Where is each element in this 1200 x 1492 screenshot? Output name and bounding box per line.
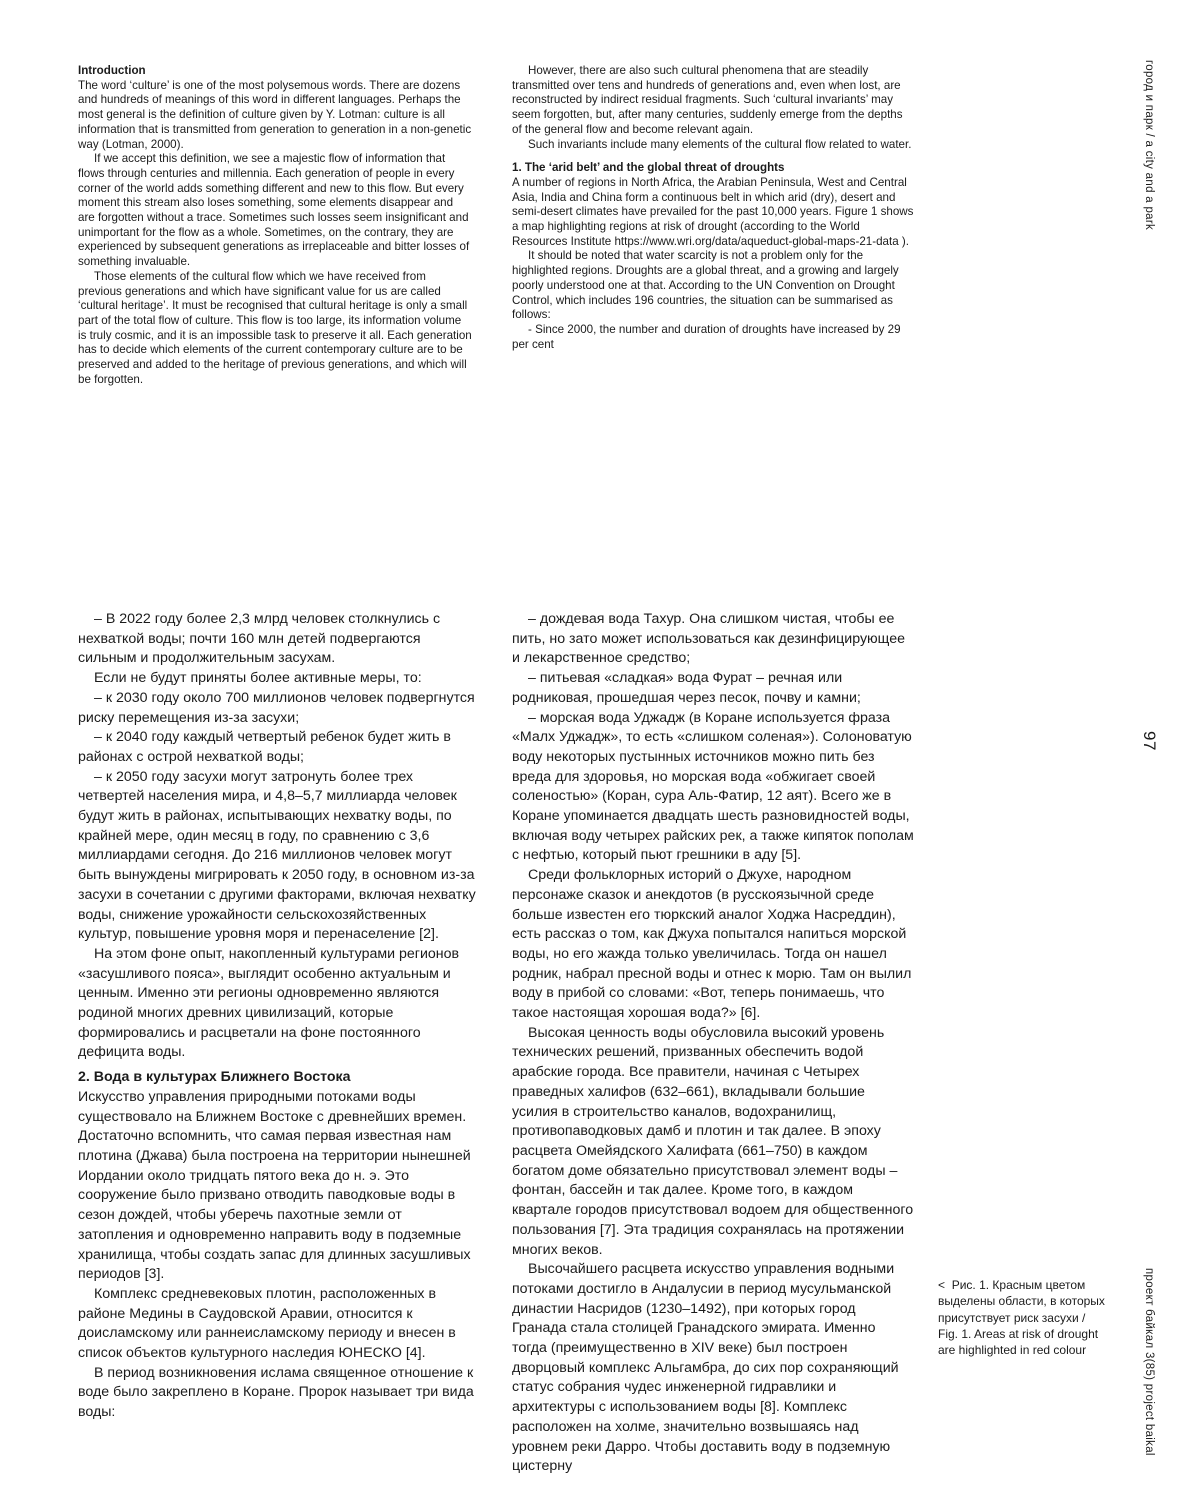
paragraph: The word ‘culture’ is one of the most polysemous words. There are dozens and hundreds of meanings of this word in different languages. Perhaps the most general is the definition of culture given by Y. Lotman: culture is all information that is transmitted from generation to generation in a non-genetic way (Lotman, 2000). [78,78,472,151]
paragraph: – к 2040 году каждый четвертый ребенок будет жить в районах с острой нехваткой воды; [78,729,451,765]
paragraph: Среди фольклорных историй о Джухе, народном персонаже сказок и анекдотов (в русскоязычной среде больше известен его тюркский аналог Ходжа Насреддин), есть рассказ о том, как Джуха попытался напиться морской воды, но его жажда только увеличилась. Тогда он нашел родник, набрал пресной воды и отнес к морю. Там он вылил воду в прибой со словами: «Вот, теперь понимаешь, что такое настоящая хорошая вода?» [6]. [512,867,912,1022]
paragraph: – к 2050 году засухи могут затронуть более трех четвертей населения мира, и 4,8–5,7 миллиарда человек будут жить в районах, испытывающих нехватку воды, по крайней мере, один месяц в году, по сравнению с 3,6 миллиардами сегодня. До 216 миллионов человек могут быть вынуждены мигрировать к 2050 году, в основном из-за засухи в сочетании с другими факторами, включая нехватку воды, снижение урожайности сельскохозяйственных культур, повышение уровня моря и перенаселение [2]. [78,768,476,943]
paragraph: В период возникновения ислама священное отношение к воде было закреплено в Коране. Пророк называет три вида воды: [78,1364,474,1421]
paragraph: На этом фоне опыт, накопленный культурами регионов «засушливого пояса», выглядит особенно актуальным и ценным. Именно эти регионы одновременно являются родиной многих древних цивилизаций, которые формировались и расцветали на фоне постоянного дефицита воды. [78,945,460,1061]
paragraph: Если не будут приняты более активные меры, то: [94,670,422,687]
paragraph: Высокая ценность воды обусловила высокий уровень технических решений, призванных обеспечить водой арабские города. Все правители, начиная с Четырех праведных халифов (632–661), вкладывали большие усилия в строительство каналов, водохранилищ, противопаводковых дамб и плотин и так далее. В эпоху расцвета Омейядского Халифата (661–750) в каждом богатом доме обязательно присутствовал элемент воды – фонтан, бассейн и так далее. Кроме того, в каждом квартале городов присутствовал водоем для общественного пользования [7]. Эта традиция сохранялась на протяжении многих веков. [512,1024,914,1258]
paragraph: It should be noted that water scarcity is not a problem only for the highlighted regions. Droughts are a global threat, and a growing and largely poorly understood one at that. According to the UN Convention on Drought Control, which includes 196 countries, the situation can be summarised as follows: [512,249,899,322]
russian-column-right [512,610,914,1477]
paragraph: – к 2030 году около 700 миллионов человек подвергнутся риску перемещения из-за засухи; [78,689,475,726]
paragraph: Such invariants include many elements of the cultural flow related to water. [528,137,912,151]
heading-water-middle-east: 2. Вода в культурах Ближнего Востока [78,1069,351,1086]
page-number: 97 [1140,731,1159,751]
paragraph: However, there are also such cultural phenomena that are steadily transmitted over tens and hundreds of generations and, even when lost, are reconstructed by indirect residual fragments. Such ‘cultural invariants’ may seem forgotten, but, after many centuries, suddenly emerge from the depths of the general flow and become relevant again. [512,64,903,136]
margin-journal-title: проект байкал 3(85) project baikal [1143,1268,1155,1456]
english-column-right [512,64,914,352]
paragraph: A number of regions in North Africa, the Arabian Peninsula, West and Central Asia, India and China form a continuous belt in which arid (dry), desert and semi-desert climates have prevailed for the past 10,000 years. Figure 1 shows a map highlighting regions at risk of drought (according to the World Resources Institute https://www.wri.org/data/aqueduct-global-maps-21-data ). [512,175,914,248]
paragraph: – дождевая вода Тахур. Она слишком чистая, чтобы ее пить, но зато может использоваться как дезинфицирующее и лекарственное средство; [512,611,905,667]
paragraph: – морская вода Уджадж (в Коране используется фраза «Малх Уджадж», то есть «слишком соленая»). Солоноватую воду некоторых пустынных источников можно пить без вреда для здоровья, но морская вода «обжигает своей соленостью» (Коран, сура Аль-Фатир, 12 аят). Всего же в Коране упоминается двадцать шесть разновидностей воды, включая воду четырех райских рек, а также кипяток пополам с нефтью, который пьют грешники в аду [5]. [512,709,914,864]
paragraph: – питьевая «сладкая» вода Фурат – речная или родниковая, прошедшая через песок, почву и камни; [512,670,861,706]
heading-introduction: Introduction [78,64,146,77]
paragraph: If we accept this definition, we see a majestic flow of information that flows through centuries and millennia. Each generation of people in every corner of the world adds something different and new to this flow. But every moment this stream also loses something, some elements disappear and are forgotten without a trace. Sometimes such losses seem insignificant and unimportant for the flow as a whole. Sometimes, on the contrary, they are experienced by subsequent generations as irreplaceable and bitter losses of something invaluable. [78,152,470,269]
paragraph: Искусство управления природными потоками воды существовало на Ближнем Востоке с древнейших времен. Достаточно вспомнить, что самая первая известная нам плотина (Джава) была построена на территории нынешней Иордании около тридцать пятого века до н. э. Это сооружение было призвано отводить паводковые воды в сезон дождей, чтобы уберечь пахотные земли от затопления и одновременно направить воду в подземные хранилища, чтобы создать запас для длинных засушливых периодов [3]. [78,1088,471,1283]
paragraph: Комплекс средневековых плотин, расположенных в районе Медины в Саудовской Аравии, относится к доисламскому или раннеисламскому периоду и внесен в список объектов культурного наследия ЮНЕСКО [4]. [78,1285,456,1362]
paragraph: - Since 2000, the number and duration of droughts have increased by 29 per cent [512,322,901,351]
paragraph: Those elements of the cultural flow which we have received from previous generations and which have significant value for us are called ‘cultural heritage’. It must be recognised that cultural heritage is only a small part of the total flow of culture. This flow is too large, its information volume is truly cosmic, and it is an impossible task to preserve it all. Each generation has to decide which elements of the current contemporary culture are to be preserved and added to the heritage of previous generations, and which will be forgotten. [78,269,472,386]
paragraph: Высочайшего расцвета искусство управления водными потоками достигло в Андалусии в период мусульманской династии Насридов (1230–1492), при которых город Гранада стала столицей Гранадского эмирата. Именно тогда (преимущественно в XIV веке) был построен дворцовый комплекс Альгамбра, до сих пор сохраняющий статус собрания чудес инженерной гидравлики и архитектуры с использованием воды [8]. Комплекс расположен на холме, значительно возвышаясь над уровнем реки Дарро. Чтобы доставить воду в подземную цистерну [512,1261,899,1475]
figure-caption-en: Fig. 1. Areas at risk of drought are highlighted in red colour [938,1326,1099,1358]
paragraph: – В 2022 году более 2,3 млрд человек столкнулись с нехваткой воды; почти 160 млн детей подвергаются сильным и продолжительным засухам. [78,611,441,667]
english-column-left [78,64,472,387]
caption-arrow-icon: < [938,1278,946,1292]
heading-arid-belt: 1. The ‘arid belt’ and the global threat of droughts [512,161,785,175]
margin-section-title: город и парк / a city and a park [1143,60,1155,231]
figure-caption [938,1277,1110,1358]
figure-caption-ru [938,1277,1110,1326]
caption-text-ru: Рис. 1. Красным цветом выделены области, в которых присутствует риск засухи / [938,1278,1105,1325]
russian-column-left [78,610,476,1423]
